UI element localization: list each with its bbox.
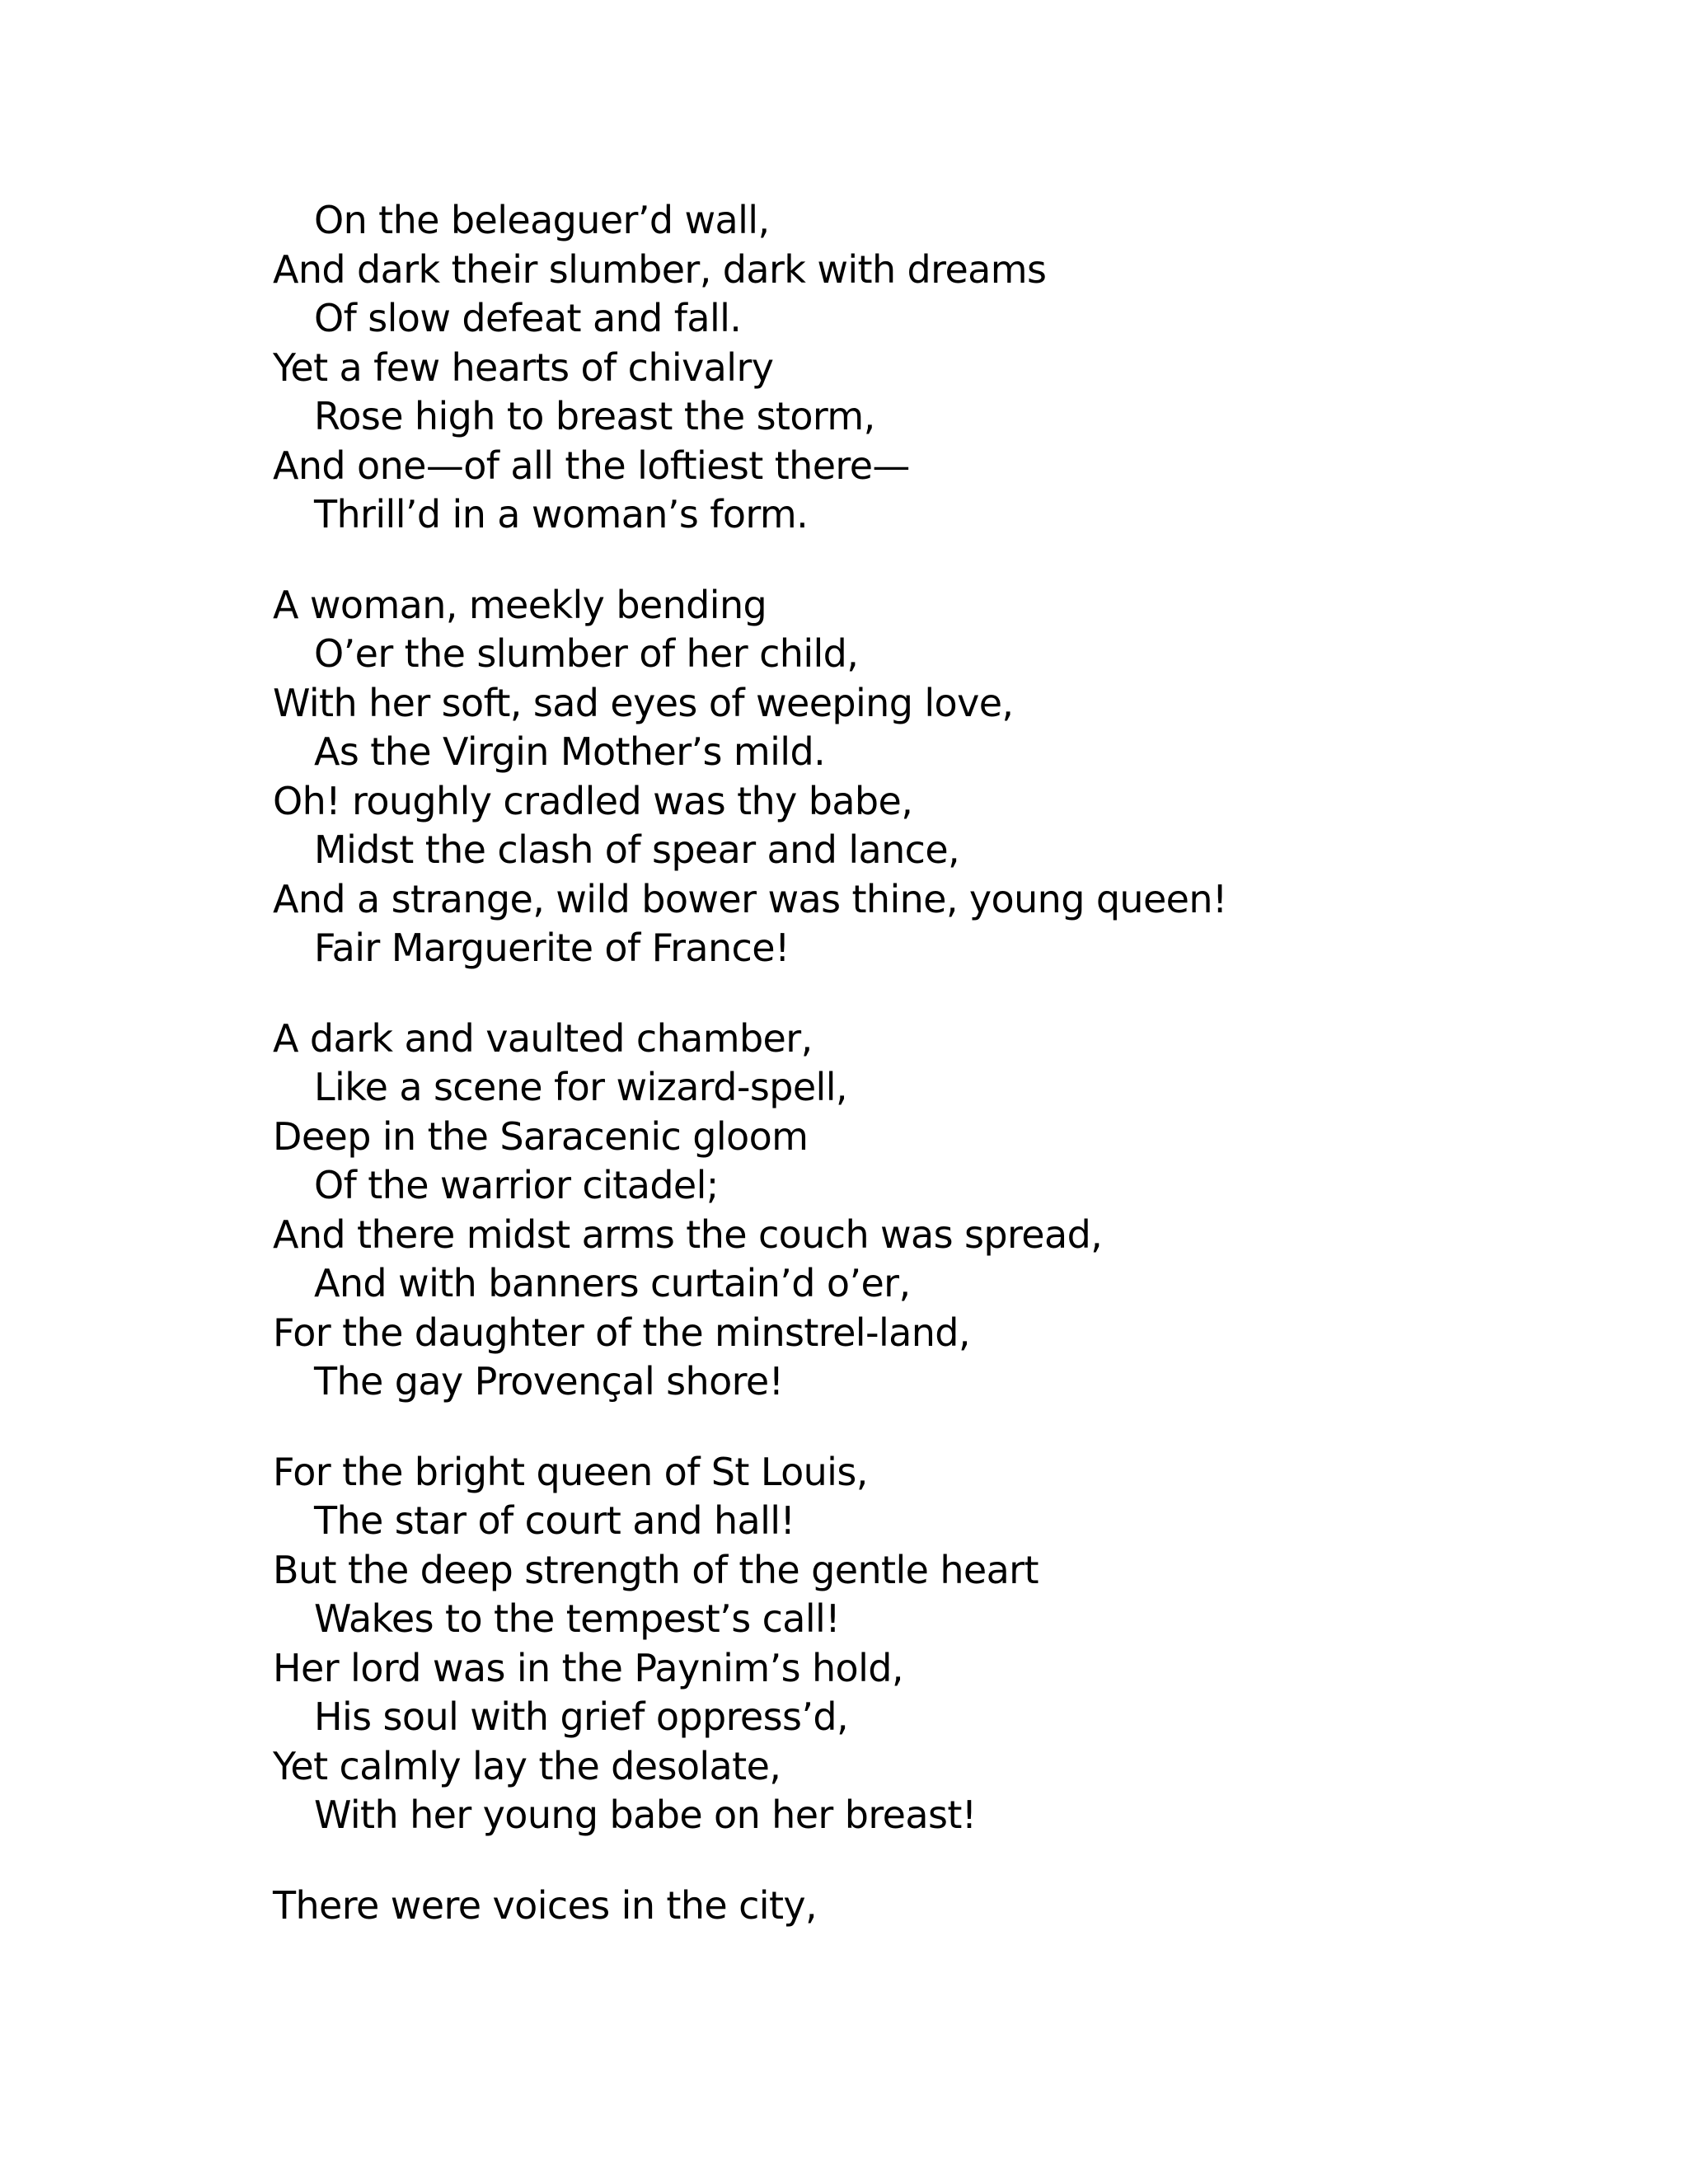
poem-line: As the Virgin Mother’s mild.: [314, 729, 826, 774]
poem-line: Yet a few hearts of chivalry: [273, 344, 774, 390]
poem-stanza: [273, 196, 1592, 540]
poem-line: And one—of all the loftiest there—: [273, 443, 910, 488]
poem-line: Oh! roughly cradled was thy babe,: [273, 778, 913, 823]
poem-line: A woman, meekly bending: [273, 582, 767, 627]
poem-line: Of slow defeat and fall.: [314, 296, 742, 340]
poem-line: But the deep strength of the gentle heart: [273, 1547, 1039, 1592]
poem-line: His soul with grief oppress’d,: [314, 1694, 848, 1739]
poem-line: Of the warrior citadel;: [314, 1163, 719, 1207]
poem-line: With her soft, sad eyes of weeping love,: [273, 680, 1014, 725]
poem-line: And a strange, wild bower was thine, young queen!: [273, 876, 1227, 921]
poem-line: On the beleaguer’d wall,: [314, 198, 770, 242]
poem-line: For the bright queen of St Louis,: [273, 1449, 868, 1494]
poem-line: O’er the slumber of her child,: [314, 631, 859, 676]
poem-line: Midst the clash of spear and lance,: [314, 827, 960, 872]
poem-line: Wakes to the tempest’s call!: [314, 1596, 841, 1641]
poem-line: There were voices in the city,: [273, 1882, 818, 1928]
poem-line: Deep in the Saracenic gloom: [273, 1113, 809, 1159]
poem-stanza: [273, 1448, 1592, 1840]
poem-line: For the daughter of the minstrel-land,: [273, 1310, 970, 1355]
poem-line: The star of court and hall!: [314, 1498, 795, 1543]
poem-line: Fair Marguerite of France!: [314, 926, 790, 970]
poem-line: A dark and vaulted chamber,: [273, 1015, 813, 1061]
poem-line: With her young babe on her breast!: [314, 1793, 977, 1837]
poem-stanza: [273, 1882, 1592, 1931]
poem-line: Thrill’d in a woman’s form.: [314, 492, 809, 537]
poem-line: Yet calmly lay the desolate,: [273, 1743, 781, 1788]
poem-stanza: [273, 581, 1592, 973]
poem-line: And there midst arms the couch was spread,: [273, 1212, 1103, 1257]
poem-line: Rose high to breast the storm,: [314, 394, 875, 438]
poem-line: Like a scene for wizard-spell,: [314, 1065, 847, 1109]
poem-line: Her lord was in the Paynim’s hold,: [273, 1645, 903, 1690]
poem-body: [273, 196, 1592, 1971]
poem-line: The gay Provençal shore!: [314, 1359, 784, 1404]
poem-stanza: [273, 1015, 1592, 1407]
poem-line: And dark their slumber, dark with dreams: [273, 246, 1047, 292]
poem-line: And with banners curtain’d o’er,: [314, 1261, 911, 1305]
